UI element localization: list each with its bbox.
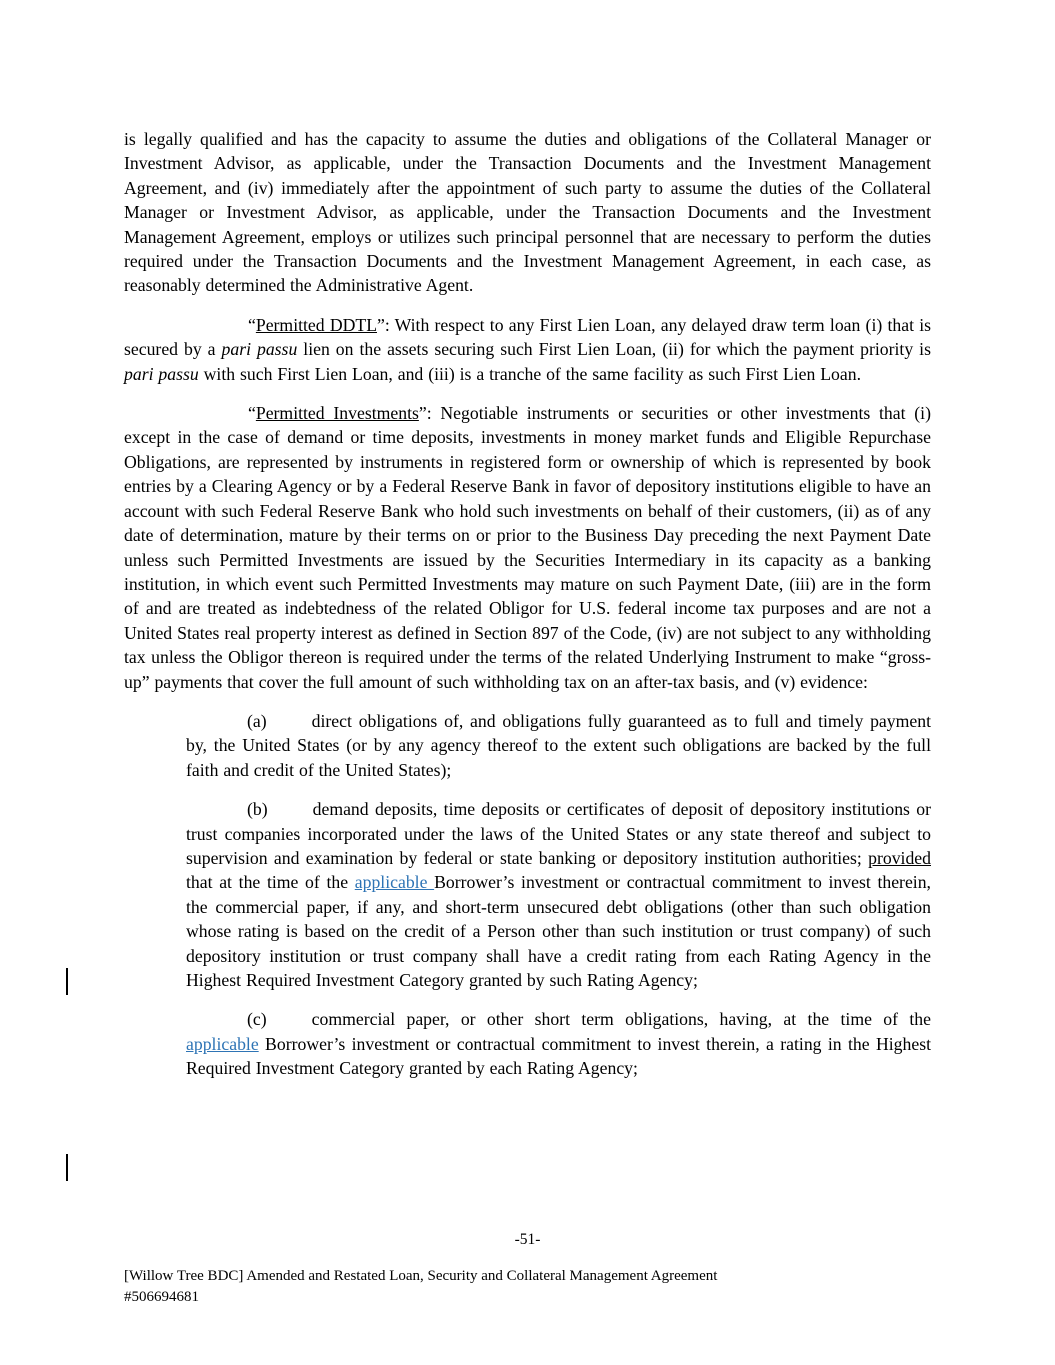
text-run: Permitted Investments [255,403,419,424]
inserted-text: applicable [186,1033,259,1054]
list-label: (a) [247,710,267,731]
text-run: with such First Lien Loan, and (iii) is a tranche of the same facility as such First Lien Loan. [198,363,862,384]
inserted-text: applicable [354,872,435,893]
footer-doc-number: #506694681 [124,1288,199,1305]
footer-doc-title: [Willow Tree BDC] Amended and Restated Loan, Security and Collateral Management Agreement [124,1268,718,1284]
text-run: ”: Negotiable instruments or securities or other investments that (i) except in the case of demand or time deposits, investments in money market funds and Eligible Repurchase Obligations, are represented by instruments in registered form or ownership of which is represented by book entries by a Clearing Agency or by a Federal Reserve Bank in favor of depository institutions eligible to have an account with such Federal Reserve Bank who hold such investments on behalf of their customers, (ii) as of any date of determination, mature by their terms on or prior to the Business Day preceding the next Payment Date unless such Permitted Investments are issued by the Securities Intermediary in its capacity as a banking institution, in which event such Permitted Investments may mature on such Payment Date, (iii) are in the form of and are treated as indebtedness of the related Obligor for U.S. federal income tax purposes and are not a United States real property interest as defined in Section 897 of the Code, (iv) are not subject to any withholding tax unless the Obligor thereon is required under the terms of the related Underlying Instrument to make “gross-up” payments that cover the full amount of such withholding tax on an after-tax basis, and (v) evidence: [124,403,931,692]
text-run: that at the time of the [186,872,355,893]
page-number: -51- [514,1231,541,1248]
text-run: pari passu [124,363,199,384]
text-run: demand deposits, time deposits or certificates of deposit of depository institutions or trust companies incorporated under the laws of the United States or any state thereof and subject to supervision and examination by federal or state banking or depository institution authorities; [186,799,931,868]
subparagraph-c [186,1007,931,1080]
list-label: (c) [247,1009,267,1030]
document-body [124,127,931,1096]
text-run: provided [868,847,931,868]
document-footer [124,1266,931,1307]
text-run: lien on the assets securing such First Lien Loan, (ii) for which the payment priority is [297,339,931,360]
revision-change-bar [66,968,68,995]
text-run: pari passu [221,339,298,360]
paragraph-permitted-investments [124,401,931,694]
text-run: is legally qualified and has the capacity to assume the duties and obligations of the Collateral Manager or Investment Advisor, as applicable, under the Transaction Documents and the Investment Management Agreement, and (iv) immediately after the appointment of such party to assume the duties of the Collateral Manager or Investment Advisor, as applicable, under the Transaction Documents and the Investment Management Agreement, employs or utilizes such principal personnel that are necessary to perform the duties required under the Transaction Documents and the Investment Management Agreement, in each case, as reasonably determined the Administrative Agent. [124,129,931,296]
paragraph-continuation [124,127,931,298]
text-run: ”: With respect to any First Lien Loan, any delayed draw term loan (i) that is secured by a [124,314,931,360]
list-label: (b) [247,799,268,820]
revision-change-bar [66,1154,68,1181]
subparagraph-b [186,797,931,992]
text-run: Permitted DDTL [255,314,377,335]
text-run: “ [248,403,256,424]
text-run: Borrower’s investment or contractual commitment to invest therein, a rating in the Highest Required Investment Category granted by each Rating Agency; [186,1033,931,1079]
text-run: “ [248,314,256,335]
text-run: Borrower’s investment or contractual commitment to invest therein, the commercial paper, if any, and short-term unsecured debt obligations (other than such obligation whose rating is based on the credit of a Person other than such institution or trust company) of such depository institution or trust company shall have a credit rating from each Rating Agency in the Highest Required Investment Category granted by such Rating Agency; [186,872,931,990]
text-run: commercial paper, or other short term obligations, having, at the time of the [311,1009,931,1030]
subparagraph-a [186,709,931,782]
paragraph-permitted-ddtl [124,313,931,386]
text-run: direct obligations of, and obligations fully guaranteed as to full and timely payment by, the United States (or by any agency thereof to the extent such obligations are backed by the full faith and credit of the United States); [186,710,931,780]
